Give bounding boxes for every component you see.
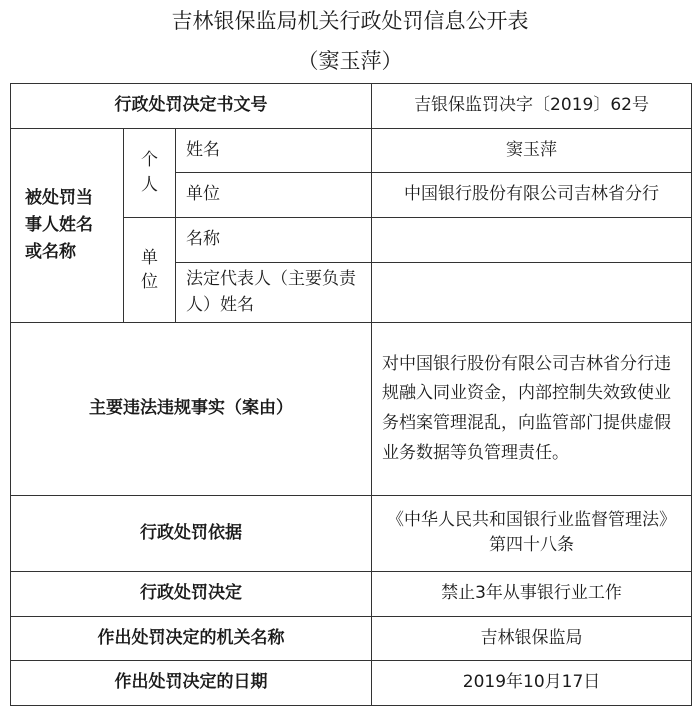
unit-value: 中国银行股份有限公司吉林省分行 (372, 173, 692, 218)
table-row (11, 84, 692, 129)
facts-label: 主要违法违规事实（案由） (11, 323, 372, 495)
table-row (11, 128, 692, 173)
facts-value: 对中国银行股份有限公司吉林省分行违规融入同业资金，内部控制失效致使业务档案管理混乱，向监管部门提供虚假业务数据等负管理责任。 (372, 323, 692, 495)
decision-label: 行政处罚决定 (11, 572, 372, 617)
table-row (11, 616, 692, 661)
decision-value: 禁止3年从事银行业工作 (372, 572, 692, 617)
date-value: 2019年10月17日 (372, 661, 692, 706)
table-row (11, 572, 692, 617)
table-row (11, 323, 692, 495)
legal-rep-value (372, 262, 692, 323)
decision-no-label: 行政处罚决定书文号 (11, 84, 372, 129)
table-row (11, 661, 692, 706)
party-label: 被处罚当事人姓名或名称 (11, 128, 124, 323)
penalty-info-table (10, 83, 692, 706)
authority-label: 作出处罚决定的机关名称 (11, 616, 372, 661)
unit-label: 单位 (176, 173, 372, 218)
basis-value: 《中华人民共和国银行业监督管理法》第四十八条 (372, 495, 692, 571)
name-value: 窦玉萍 (372, 128, 692, 173)
org-name-label: 名称 (176, 217, 372, 262)
legal-rep-label: 法定代表人（主要负责人）姓名 (176, 262, 372, 323)
basis-label: 行政处罚依据 (11, 495, 372, 571)
document-subtitle: （窦玉萍） (297, 49, 403, 73)
org-label: 单位 (124, 217, 176, 323)
org-name-value (372, 217, 692, 262)
decision-no-value: 吉银保监罚决字〔2019〕62号 (372, 84, 692, 129)
authority-value: 吉林银保监局 (372, 616, 692, 661)
individual-label: 个人 (124, 128, 176, 217)
date-label: 作出处罚决定的日期 (11, 661, 372, 706)
document-title: 吉林银保监局机关行政处罚信息公开表 (171, 9, 529, 33)
table-row (11, 495, 692, 571)
name-label: 姓名 (176, 128, 372, 173)
